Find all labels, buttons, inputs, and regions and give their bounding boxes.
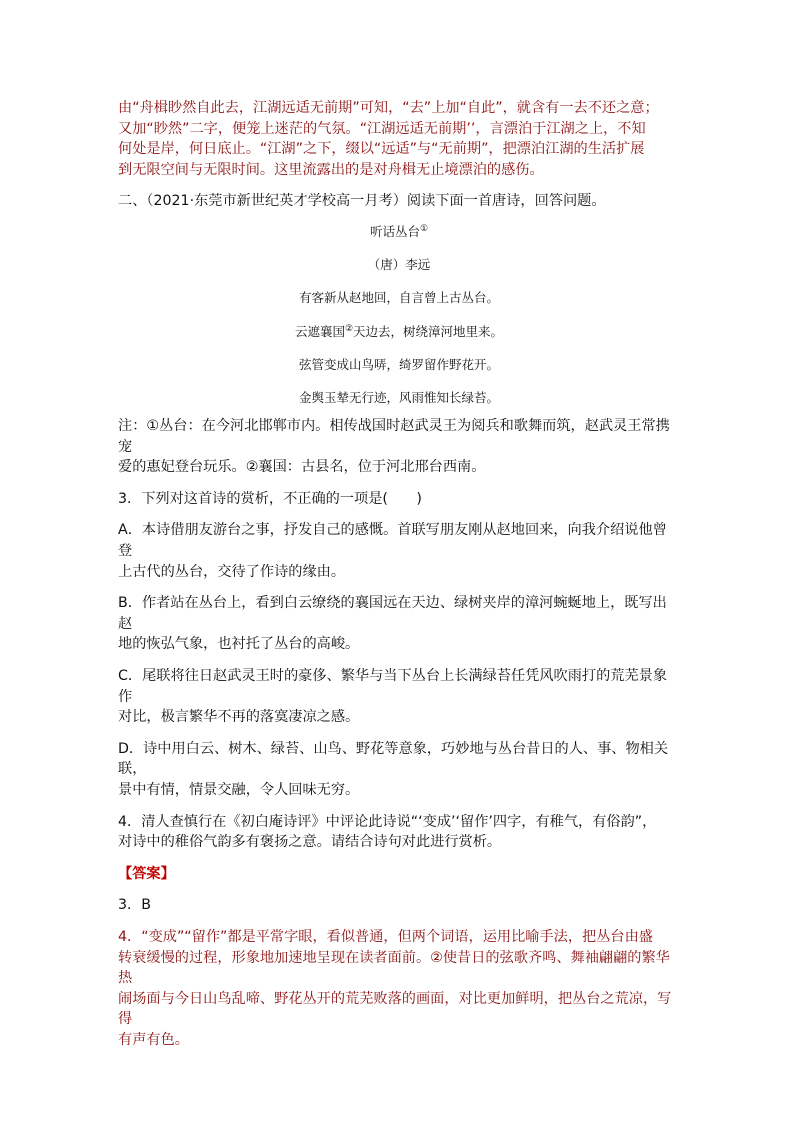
option-line: D．诗中用白云、树木、绿苔、山鸟、野花等意象，巧妙地与丛台昔日的人、事、物相关联，: [118, 740, 669, 778]
poem-title-text: 听话丛台: [369, 224, 420, 240]
intro-line: 由“舟楫眇然自此去，江湖远适无前期”可知，“去”上加“自此”，就含有一去不还之意；: [118, 100, 659, 116]
intro-line: 何处是岸，何日底止。“江湖”之下，缀以“远适”与“无前期”，把漂泊江湖的生活扩展: [118, 141, 645, 158]
option-line: B．作者站在丛台上，看到白云缭绕的襄国远在天边、绿树夹岸的漳河蜿蜒地上，既写出赵: [118, 595, 667, 632]
answer-4: [118, 927, 680, 1051]
option-line: 上古代的丛台，交待了作诗的缘由。: [118, 563, 346, 580]
poem-author: （唐）李远: [367, 257, 431, 273]
poem-title: [118, 223, 680, 241]
answer-4-line: 有声有色。: [118, 1031, 189, 1048]
question-4-line: 4．清人查慎行在《初白庵诗评》中评论此诗说“‘变成’‘留作’四字，有稚气，有俗韵”，: [118, 813, 657, 830]
question-3-option-c: [118, 666, 680, 728]
section-two-heading: 二、（2021·东莞市新世纪英才学校高一月考）阅读下面一首唐诗，回答问题。: [118, 193, 606, 210]
answer-label: 【答案】: [118, 865, 175, 882]
poem-line-3: 弦管变成山鸟哢，绮罗留作野花开。: [298, 356, 499, 372]
option-line: 对比，极言繁华不再的落寞凄凉之感。: [118, 709, 360, 726]
poem-title-note-mark: ①: [419, 223, 429, 234]
option-line: A．本诗借朋友游台之事，抒发自己的感慨。首联写朋友刚从赵地回来，向我介绍说他曾登: [118, 522, 667, 559]
note-line: 注：①丛台：在今河北邯郸市内。相传战国时赵武灵王为阅兵和歌舞而筑，赵武灵王常携宠: [118, 418, 670, 455]
poem-line-4: 金舆玉辇无行迹，风雨惟知长绿苔。: [298, 389, 499, 405]
question-3-option-b: [118, 593, 680, 655]
intro-analysis: [118, 98, 680, 180]
option-line: 地的恢弘气象，也衬托了丛台的高峻。: [118, 636, 360, 653]
option-line: 景中有情，情景交融，令人回味无穷。: [118, 781, 360, 798]
poem-line-2-part1: 云遮襄国: [294, 323, 345, 339]
answer-4-line: 4．“变成”“留作”都是平常字眼，看似普通，但两个词语，运用比喻手法，把丛台由盛: [118, 928, 653, 945]
answer-3: 3．B: [118, 897, 151, 914]
question-3-option-d: [118, 739, 680, 801]
content-area: [118, 98, 680, 1061]
intro-line: 到无限空间与无限时间。这里流露出的是对舟楫无止境漂泊的感伤。: [118, 161, 544, 178]
answer-4-line: 闹场面与今日山鸟乱啼、野花丛开的荒芜败落的画面，对比更加鲜明，把丛台之荒凉，写得: [118, 990, 672, 1028]
note-line: 爱的惠妃登台玩乐。②襄国：古县名，位于河北邢台西南。: [118, 459, 486, 476]
question-3-stem: 3．下列对这首诗的赏析，不正确的一项是( ): [118, 490, 422, 507]
question-4-line: 对诗中的稚俗气韵多有褒扬之意。请结合诗句对此进行赏析。: [118, 834, 502, 851]
question-4: [118, 812, 680, 853]
option-line: C．尾联将往日赵武灵王时的豪侈、繁华与当下丛台上长满绿苔任凭风吹雨打的荒芜景象作: [118, 667, 668, 705]
answer-4-line: 转衰缓慢的过程，形象地加速地呈现在读者面前。②使昔日的弦歌齐鸣、舞袖翩翩的繁华热: [118, 949, 670, 987]
poem-line-1: 有客新从赵地回，自言曾上古丛台。: [298, 290, 499, 306]
poem-line-2-note-mark: ②: [344, 323, 354, 334]
poem-line-2: [118, 323, 680, 341]
poem-notes: [118, 416, 680, 478]
intro-line: 又加“眇然”二字，便笼上迷茫的气氛。“江湖远适无前期’’，言漂泊于江湖之上，不知: [118, 120, 646, 137]
poem-line-2-part2: 天边去，树绕漳河地里来。: [353, 323, 504, 339]
question-3-option-a: [118, 520, 680, 582]
